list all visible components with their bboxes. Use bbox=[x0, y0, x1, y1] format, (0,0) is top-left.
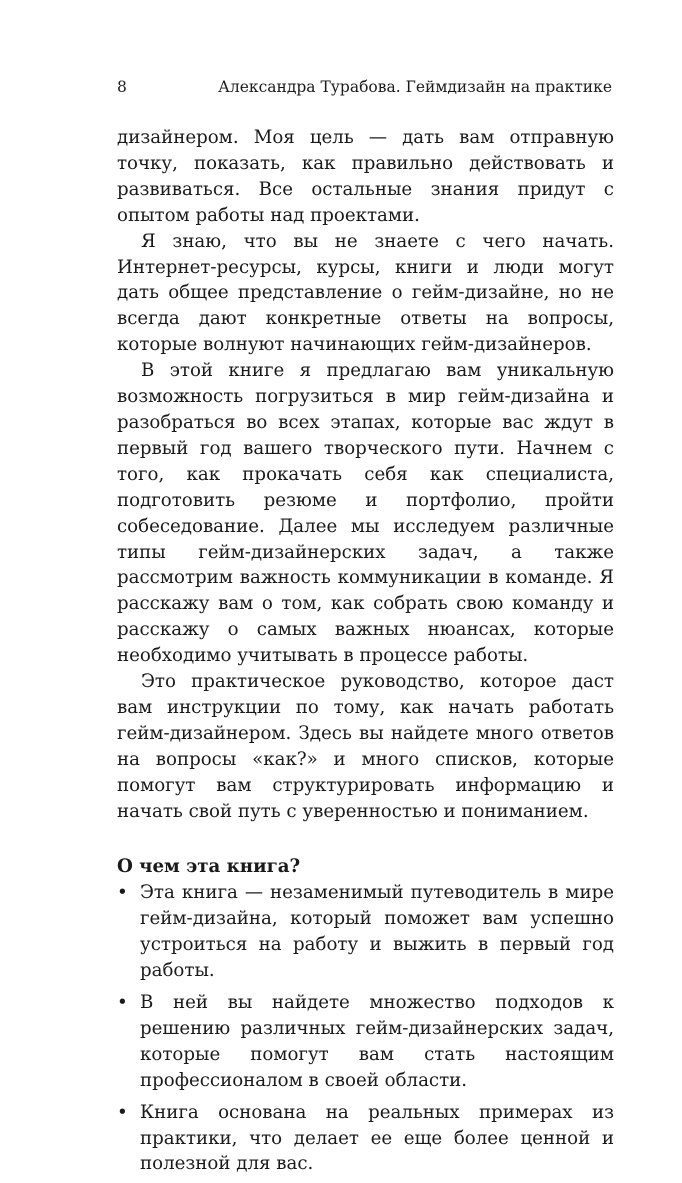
bullet-text: В ней вы найдете множество подходов к решению различных гейм-дизайнерских задач, которые помогут вам стать настоящим профессионалом в своей области. bbox=[140, 992, 614, 1091]
bullet-icon: • bbox=[117, 882, 128, 904]
bullet-item-1 bbox=[117, 880, 614, 984]
running-header-title: Александра Турабова. Геймдизайн на практике bbox=[218, 78, 612, 96]
section-heading: О чем эта книга? bbox=[117, 856, 301, 878]
page-number: 8 bbox=[117, 78, 127, 96]
bullet-icon: • bbox=[117, 992, 128, 1013]
paragraph-3: В этой книге я предлагаю вам уникальную возможность погрузиться в мир гейм-дизайна и разобраться во всех этапах, которые вас ждут в первый год вашего творческого пути. Начнем с того, как прокачать себя как специалиста, подготовить резюме и портфолио, пройти собеседование. Далее мы исследуем различные типы гейм-дизайнерских задач, а также рассмотрим важность коммуникации в команде. Я расскажу вам о том, как собрать свою команду и расскажу о самых важных нюансах, которые необходимо учитывать в процессе работы. bbox=[117, 360, 614, 667]
paragraph-1: дизайнером. Моя цель — дать вам отправную точку, показать, как правильно действовать и развиваться. Все остальные знания придут с опытом работы над проектами. bbox=[117, 127, 614, 226]
bullet-text: Эта книга — незаменимый путеводитель в мире гейм-дизайна, который поможет вам успешно устроиться на работу и выжить в первый год работы. bbox=[140, 882, 614, 982]
bullet-list bbox=[117, 880, 614, 1177]
body-text bbox=[117, 125, 614, 1183]
bullet-text: Книга основана на реальных примерах из практики, что делает ее еще более ценной и полезной для вас. bbox=[140, 1101, 614, 1175]
bullet-item-3 bbox=[117, 1100, 614, 1178]
bullet-item-2 bbox=[117, 990, 614, 1094]
running-header bbox=[117, 76, 612, 98]
paragraph-2: Я знаю, что вы не знаете с чего начать. Интернет-ресурсы, курсы, книги и люди могут дать общее представление о гейм-дизайне, но не всегда дают конкретные ответы на вопросы, которые волнуют начинающих гейм-дизайнеров. bbox=[117, 230, 614, 356]
paragraph-4: Это практическое руководство, которое даст вам инструкции по тому, как начать работать гейм-дизайнером. Здесь вы найдете много ответов на вопросы «как?» и много списков, которые помогут вам структурировать информацию и начать свой путь с уверенностью и пониманием. bbox=[117, 671, 614, 822]
bullet-icon: • bbox=[117, 1101, 128, 1123]
